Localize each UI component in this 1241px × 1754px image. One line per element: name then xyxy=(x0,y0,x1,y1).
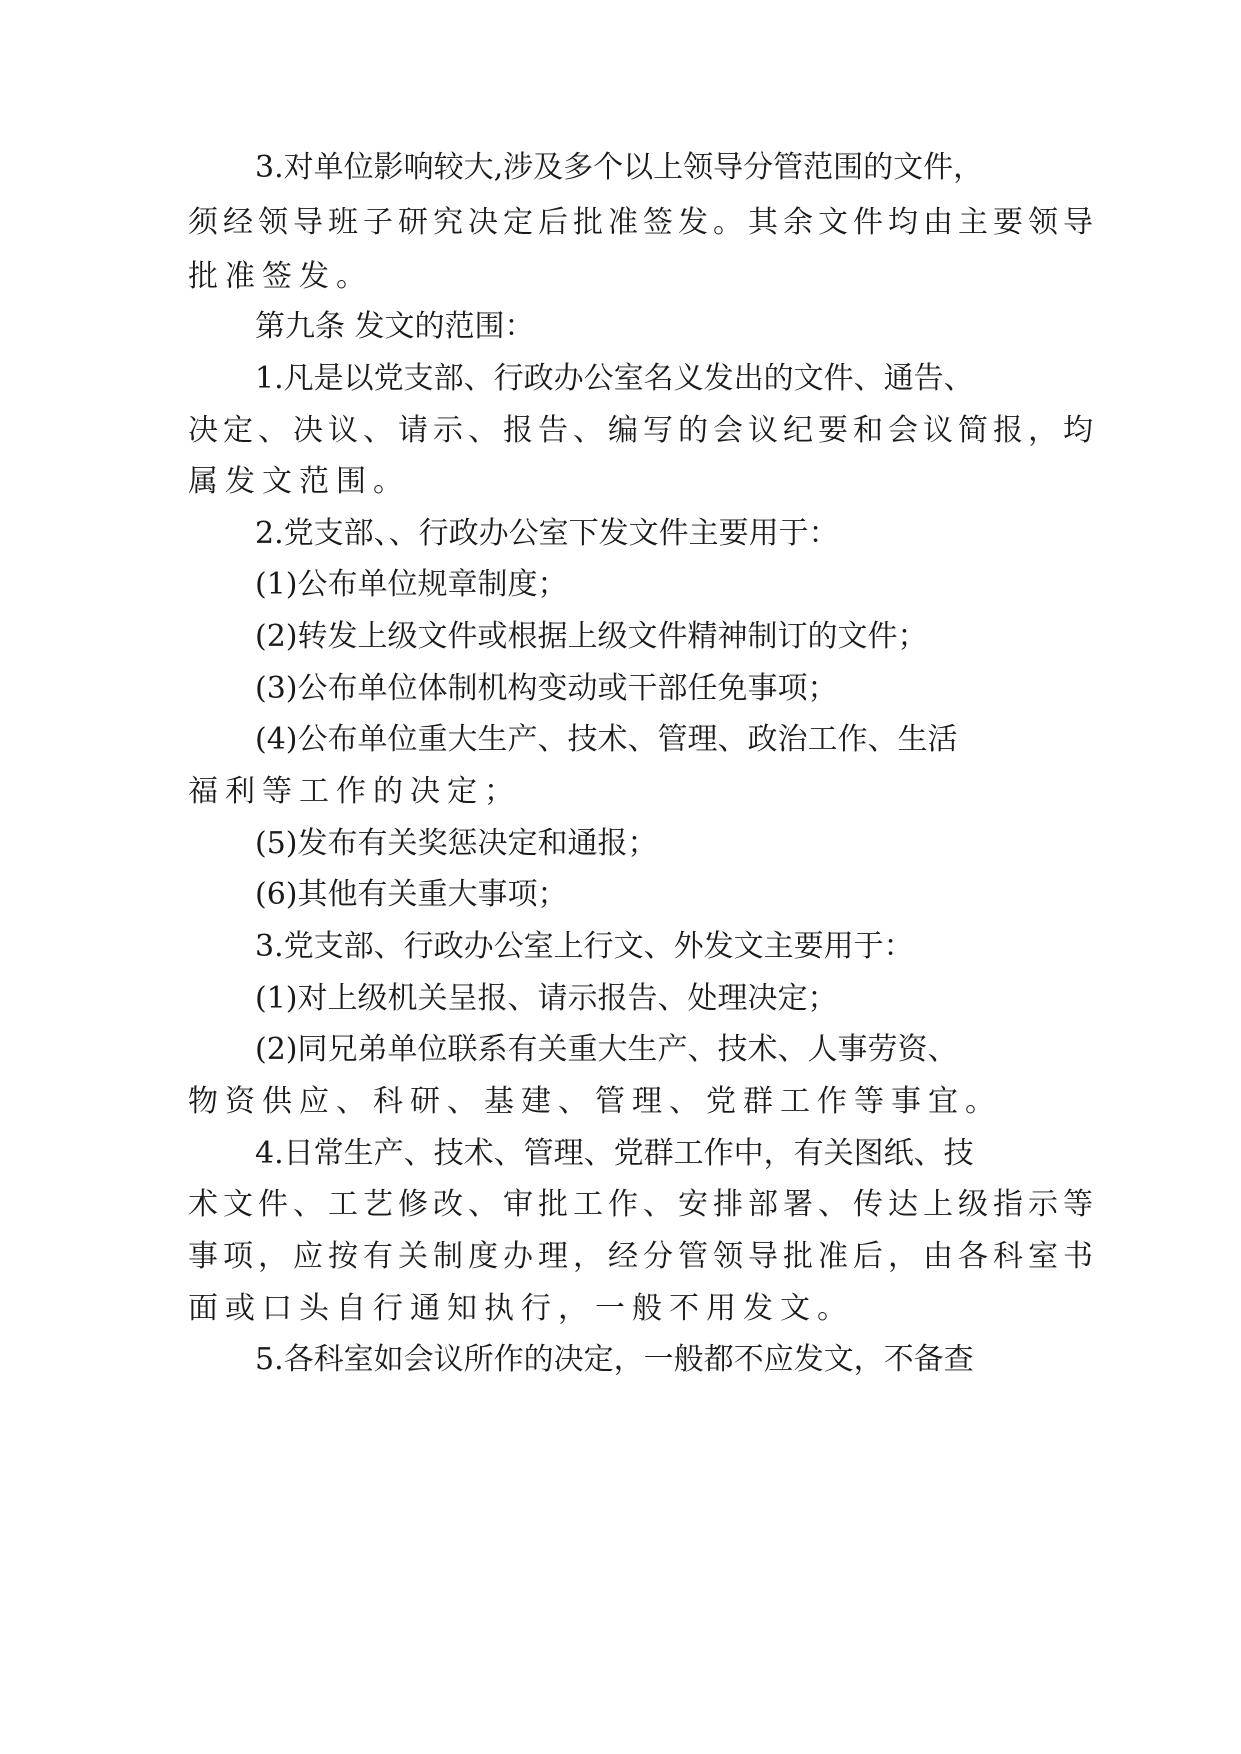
list-item: (6)其他有关重大事项； xyxy=(255,877,568,912)
list-item: (5)发布有关奖惩决定和通报； xyxy=(255,826,658,861)
paragraph-line: 术文件、工艺修改、审批工作、安排部署、传达上级指示等 xyxy=(188,1187,1098,1222)
list-item: (2)转发上级文件或根据上级文件精神制订的文件； xyxy=(255,619,928,654)
paragraph-line: 批准签发。 xyxy=(188,259,373,294)
paragraph-line: 须经领导班子研究决定后批准签发。其余文件均由主要领导 xyxy=(188,205,1098,240)
list-item: (4)公布单位重大生产、技术、管理、政治工作、生活 xyxy=(255,722,958,757)
list-item: (2)同兄弟单位联系有关重大生产、技术、人事劳资、 xyxy=(255,1032,958,1067)
paragraph-line: 2.党支部、、行政办公室下发文件主要用于： xyxy=(255,516,839,551)
paragraph-line: 属发文范围。 xyxy=(188,464,410,499)
list-item: (1)公布单位规章制度； xyxy=(255,567,568,602)
paragraph-line: 3.对单位影响较大,涉及多个以上领导分管范围的文件， xyxy=(255,150,984,185)
paragraph-line: 5.各科室如会议所作的决定，一般都不应发文，不备查 xyxy=(255,1342,974,1377)
article-heading: 第九条 发文的范围： xyxy=(255,309,535,344)
list-item-continuation: 物资供应、科研、基建、管理、党群工作等事宜。 xyxy=(188,1084,1002,1119)
paragraph-line: 1.凡是以党支部、行政办公室名义发出的文件、通告、 xyxy=(255,361,974,396)
list-item-continuation: 福利等工作的决定； xyxy=(188,774,521,809)
paragraph-line: 面或口头自行通知执行，一般不用发文。 xyxy=(188,1291,854,1326)
paragraph-line: 决定、决议、请示、报告、编写的会议纪要和会议简报，均 xyxy=(188,413,1098,448)
paragraph-line: 4.日常生产、技术、管理、党群工作中，有关图纸、技 xyxy=(255,1136,974,1171)
paragraph-line: 3.党支部、行政办公室上行文、外发文主要用于： xyxy=(255,929,914,964)
paragraph-line: 事项，应按有关制度办理，经分管领导批准后，由各科室书 xyxy=(188,1239,1098,1274)
list-item: (3)公布单位体制机构变动或干部任免事项； xyxy=(255,671,838,706)
list-item: (1)对上级机关呈报、请示报告、处理决定； xyxy=(255,981,838,1016)
